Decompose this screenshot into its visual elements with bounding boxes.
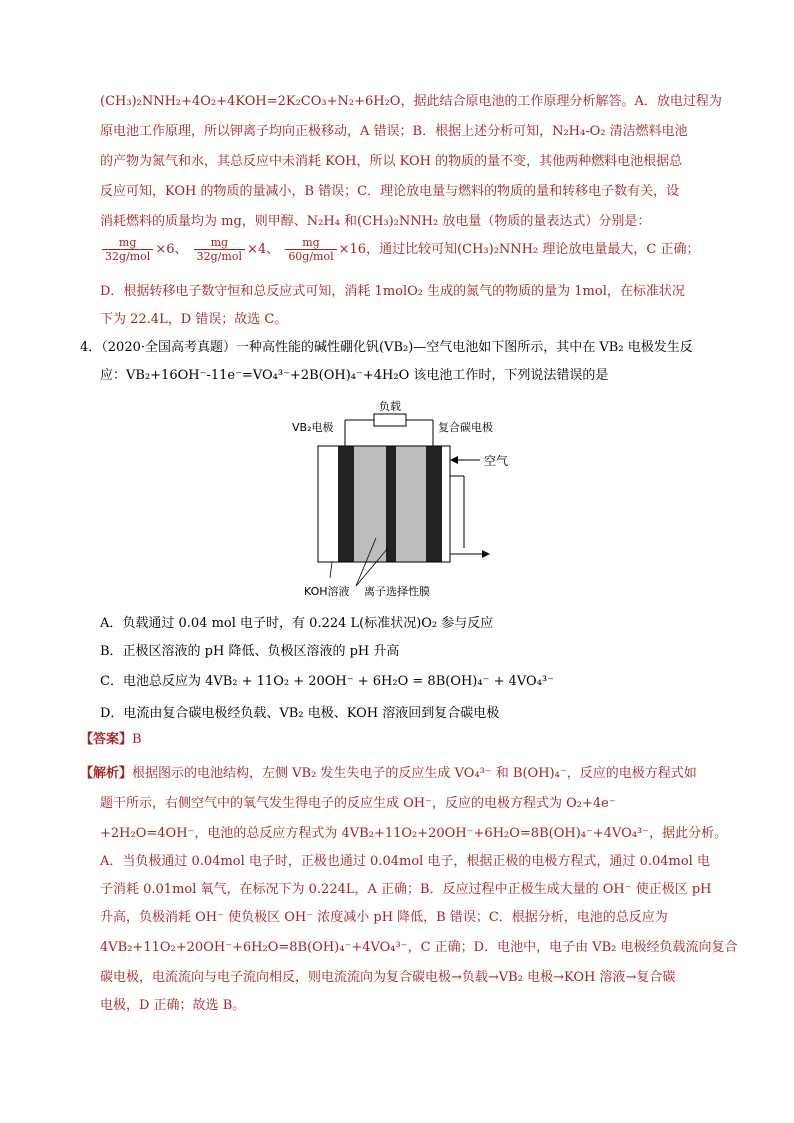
prev-analysis-line-8: 下为 22.4L，D 错误；故选 C。 — [100, 312, 288, 327]
vb2-electrode-label: VB₂电极 — [292, 421, 334, 434]
fraction-methanol: $\frac{mg}{\text{32g/mol}}$ — [102, 236, 153, 263]
load-label: 负载 — [379, 400, 401, 413]
option-b: B．正极区溶液的 pH 降低、负极区溶液的 pH 升高 — [100, 644, 400, 659]
membrane-label: 离子选择性膜 — [364, 585, 430, 598]
koh-label: KOH溶液 — [304, 585, 350, 598]
analysis-line-3: +2H₂O=4OH⁻，电池的总反应方程式为 4VB₂+11O₂+20OH⁻+6H₂O=8B(OH)₄⁻+4VO₄³⁻，据此分析。 — [100, 826, 728, 841]
prev-analysis-line-4: 反应可知，KOH 的物质的量减小，B 错误；C．理论放电量与燃料的物质的量和转移电子数有关，设 — [100, 184, 680, 199]
prev-analysis-line-5: 消耗燃料的质量均为 mg，则甲醇、N₂H₄ 和(CH₃)₂NNH₂ 放电量（物质的量表达式）分别是： — [100, 214, 651, 229]
question-stem-line-1: 4．（2020·全国高考真题）一种高性能的碱性硼化钒(VB₂)—空气电池如下图所示，其中在 VB₂ 电极发生反 — [80, 340, 693, 355]
analysis-line-5: 子消耗 0.01mol 氧气，在标况下为 0.224L，A 正确；B．反应过程中正极生成大量的 OH⁻ 使正极区 pH — [100, 882, 712, 897]
battery-diagram — [280, 398, 520, 608]
prev-analysis-line-7: D．根据转移电子数守恒和总反应式可知，消耗 1molO₂ 生成的氮气的物质的量为 1mol，在标准状况 — [100, 284, 685, 299]
prev-analysis-line-3: 的产物为氮气和水，其总反应中未消耗 KOH，所以 KOH 的物质的量不变，其他两种燃料电池根据总 — [100, 154, 683, 169]
load-resistor — [374, 414, 406, 426]
option-c: C．电池总反应为 4VB₂ + 11O₂ + 20OH⁻ + 6H₂O = 8B(OH)₄⁻ + 4VO₄³⁻ — [100, 674, 554, 689]
prev-analysis-line-2: 原电池工作原理，所以钾离子均向正极移动，A 错误；B．根据上述分析可知，N₂H₄-O₂ 清洁燃料电池 — [100, 124, 688, 139]
composite-carbon-electrode-label: 复合碳电极 — [438, 421, 493, 434]
analysis-line-1: 【解析】根据图示的电池结构，左侧 VB₂ 发生失电子的反应生成 VO₄³⁻ 和 B(OH)₄⁻，反应的电极方程式如 — [80, 766, 697, 781]
analysis-line-7: 4VB₂+11O₂+20OH⁻+6H₂O=8B(OH)₄⁻+4VO₄³⁻，C 正确；D．电池中，电子由 VB₂ 电极经负载流向复合 — [100, 940, 738, 955]
ion-selective-membrane — [386, 446, 396, 562]
option-a: A．负载通过 0.04 mol 电子时，有 0.224 L(标准状况)O₂ 参与反应 — [100, 616, 494, 631]
option-d: D．电流由复合碳电极经负载、VB₂ 电极、KOH 溶液回到复合碳电极 — [100, 706, 500, 721]
composite-carbon-electrode — [426, 446, 442, 562]
fraction-hydrazine: $\frac{mg}{\text{32g/mol}}$ — [194, 236, 245, 263]
prev-analysis-line-1: (CH₃)₂NNH₂+4O₂+4KOH=2K₂CO₃+N₂+6H₂O，据此结合原电池的工作原理分析解答。A．放电过程为 — [100, 94, 722, 109]
air-label: 空气 — [484, 454, 509, 468]
analysis-line-9: 电极，D 正确；故选 B。 — [100, 998, 246, 1013]
analysis-line-2: 题干所示，右侧空气中的氧气发生得电子的反应生成 OH⁻，反应的电极方程式为 O₂+4e⁻ — [100, 796, 616, 811]
answer-value: B — [132, 732, 142, 747]
prev-analysis-fraction-line: $\frac{mg}{\text{32g/mol}}$ ×6、 $\frac{mg}{\text{32g/mol}}$ ×4、 $\frac{mg}{\text{60g/mol}}$ ×16，通过比较可知(CH₃)₂NNH₂ 理论放电量最大，C 正确； — [100, 236, 699, 264]
vb2-electrode — [338, 446, 354, 562]
analysis-line-8: 碳电极，电流流向与电子流向相反，则电流流向为复合碳电极→负载→VB₂ 电极→KOH 溶液→复合碳 — [100, 970, 676, 985]
analysis-line-6: 升高，负极消耗 OH⁻ 使负极区 OH⁻ 浓度减小 pH 降低，B 错误；C．根据分析，电池的总反应为 — [100, 910, 668, 925]
question-stem-line-2: 应：VB₂+16OH⁻-11e⁻=VO₄³⁻+2B(OH)₄⁻+4H₂O 该电池工作时，下列说法错误的是 — [100, 368, 609, 383]
analysis-tag: 【解析】 — [80, 766, 133, 781]
analysis-line-4: A．当负极通过 0.04mol 电子时，正极也通过 0.04mol 电子，根据正极的电极方程式，通过 0.04mol 电 — [100, 854, 710, 869]
answer-tag: 【答案】 — [80, 732, 133, 747]
fraction-udmh: $\frac{mg}{\text{60g/mol}}$ — [285, 236, 336, 263]
answer-line — [80, 730, 142, 750]
